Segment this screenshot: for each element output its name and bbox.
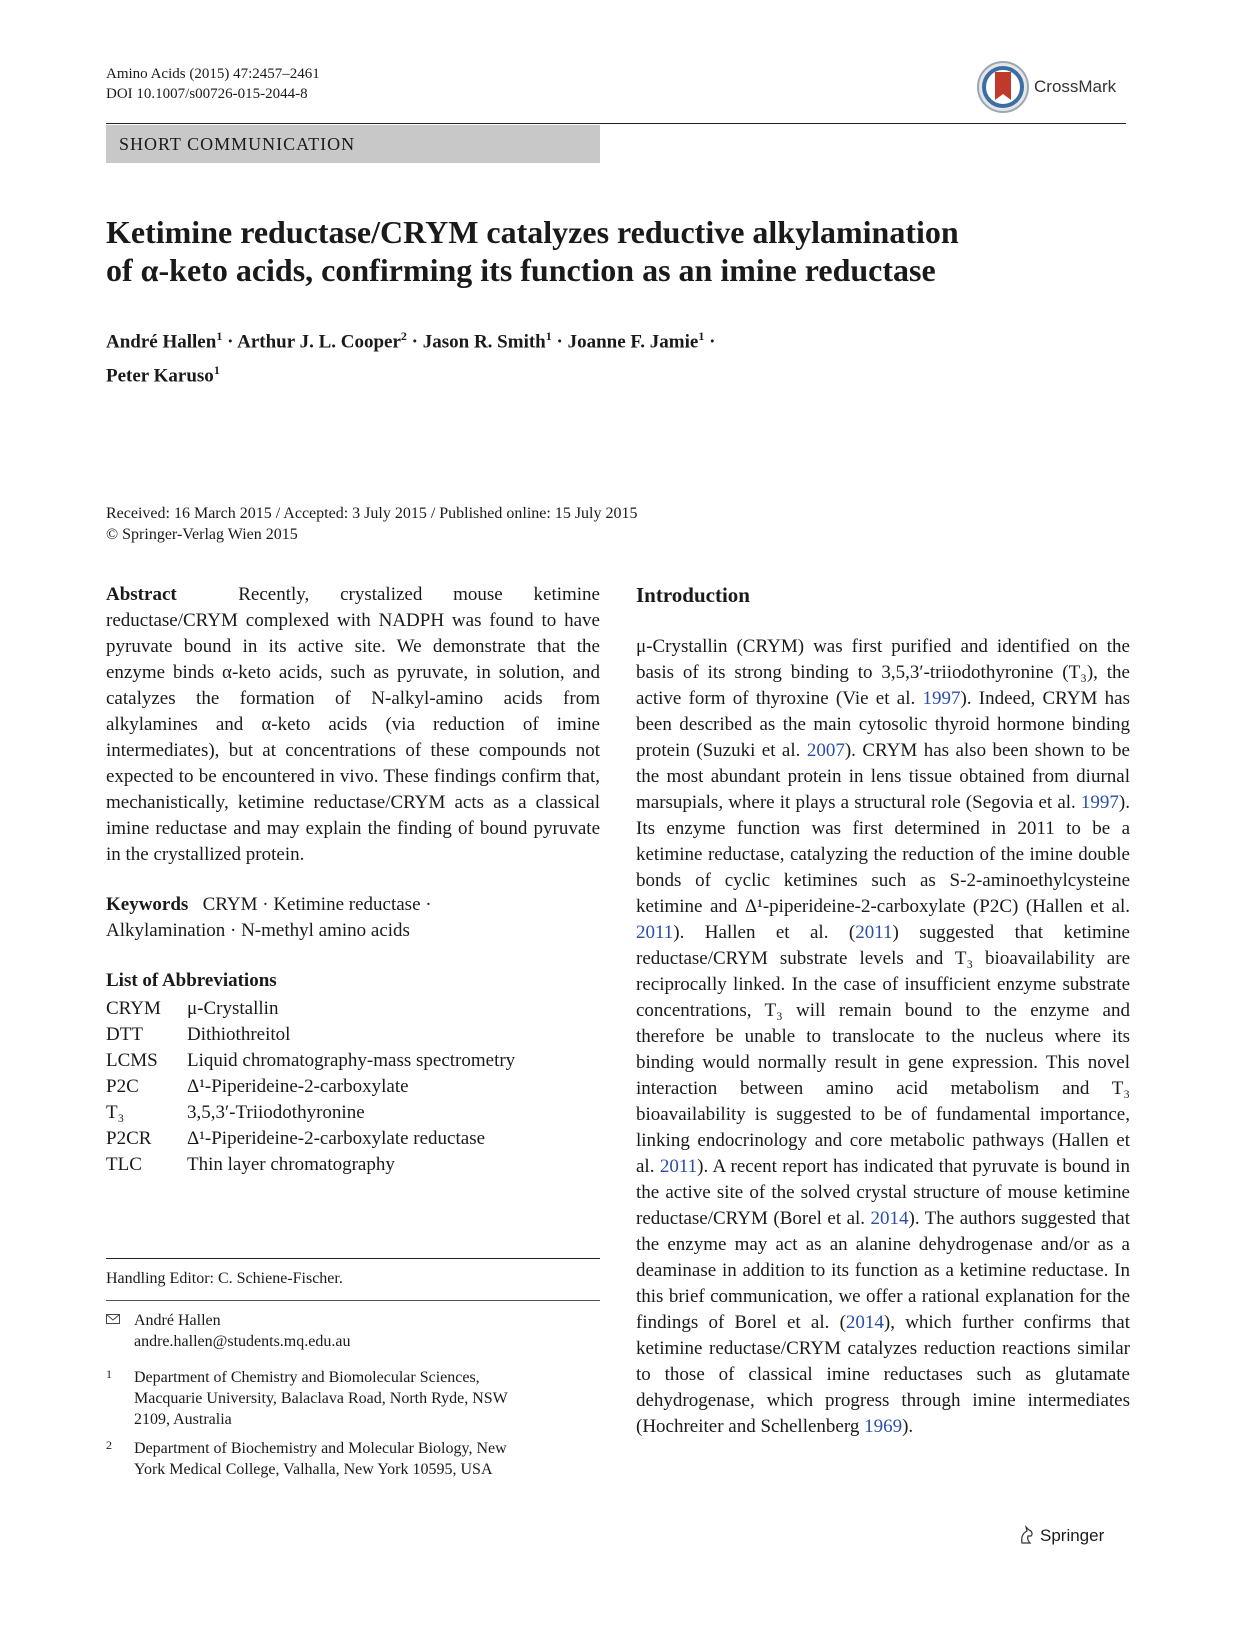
introduction-text: ). The authors suggested that the enzyme may act as an alanine dehydrogenase and/or as a deaminase in addition to its function as a ketimine reductase. In this brief communication, we offer a rational explanation for the findings of Borel et al. ( [636,1208,1130,1333]
abbreviation-definition: Dithiothreitol [187,1024,291,1045]
abbreviation-term: P2C [106,1076,139,1097]
crossmark-icon [976,60,1030,114]
author-affiliation-mark: 2 [400,329,407,343]
author-name[interactable]: Jason R. Smith [422,331,546,353]
abbreviation-term: TLC [106,1154,142,1175]
title-line-2: of α-keto acids, confirming its function as an imine reductase [106,252,936,288]
article-title [106,213,1116,289]
springer-horse-icon [1018,1525,1036,1545]
abbreviation-row [106,1048,515,1074]
introduction-text: ) suggested that ketimine reductase/CRYM substrate levels and T₃ bioavailability are reciprocally linked. In the case of insufficient enzyme substrate concentrations, T₃ will remain bound to the enzyme and therefore be unable to translocate to the nucleus where its binding would normally result in gene expression. This novel interaction between amino acid metabolism and T₃ bioavailability is suggested to be of fundamental importance, linking endocrinology and core metabolic pathways (Hallen et al. [636,922,1130,1177]
author-name[interactable]: André Hallen [106,331,217,353]
abbreviation-definition: Thin layer chromatography [187,1154,395,1175]
publication-dates [106,503,637,545]
citation-link[interactable]: 1969 [864,1416,903,1437]
copyright-line: © Springer-Verlag Wien 2015 [106,526,298,543]
citation-link[interactable]: 2011 [855,922,893,943]
introduction-text: ). Indeed, CRYM has been described as the main cytosolic thyroid hormone binding protein (Suzuki et al. [636,688,1130,761]
citation-link[interactable]: 2011 [659,1156,698,1177]
author-name[interactable]: Joanne F. Jamie [567,331,699,353]
article-type-band [106,125,600,163]
article-type-label: SHORT COMMUNICATION [119,134,356,154]
abbreviation-row [106,1074,515,1100]
affiliation-number: 2 [106,1438,112,1452]
citation-link[interactable]: 1997 [1080,792,1119,813]
abbreviation-term: T₃ [106,1102,125,1123]
affiliation-line: York Medical College, Valhalla, New York 10595, USA [134,1461,493,1478]
introduction-heading: Introduction [636,583,750,607]
abbreviation-definition: Liquid chromatography-mass spectrometry [187,1050,516,1071]
journal-line: Amino Acids (2015) 47:2457–2461 [106,66,320,82]
affiliation-2 [106,1438,507,1480]
abbreviation-definition: Δ¹-Piperideine-2-carboxylate reductase [187,1128,486,1149]
abbreviation-definition: Δ¹-Piperideine-2-carboxylate [187,1076,409,1097]
citation-link[interactable]: 2011 [636,922,674,943]
author-name[interactable]: Arthur J. L. Cooper [237,331,401,353]
affiliation-rule [106,1300,600,1301]
abbreviation-definition: μ-Crystallin [187,998,279,1019]
corresponding-author [106,1310,350,1352]
affiliation-line: Macquarie University, Balaclava Road, North Ryde, NSW [134,1390,508,1407]
abbreviations-heading: List of Abbreviations [106,970,277,991]
abbreviation-definition: 3,5,3′-Triiodothyronine [187,1102,365,1123]
handling-editor: Handling Editor: C. Schiene-Fischer. [106,1270,343,1287]
introduction-text: ). CRYM has also been shown to be the most abundant protein in lens tissue obtained from diurnal marsupials, where it plays a structural role (Segovia et al. [636,740,1130,813]
introduction-text: ). [902,1416,914,1437]
abbreviation-row [106,1152,515,1178]
abbreviation-term: DTT [106,1024,143,1045]
keywords-label: Keywords [106,894,189,915]
footnote-rule [106,1258,600,1259]
publisher-name: Springer [1040,1526,1105,1545]
abbreviation-term: P2CR [106,1128,152,1149]
keywords [106,892,600,944]
journal-citation [106,64,320,104]
abstract-label: Abstract [106,584,177,605]
author-list: André Hallen$^1$ · Arthur J. L. Cooper$^2$ · Jason R. Smith$^1$ · Joanne F. Jamie$^1$ · Peter Karuso$^1$ [106,329,716,387]
introduction-text: ). Hallen et al. ( [673,922,856,943]
abstract-text: Recently, crystalized mouse ketimine reductase/CRYM complexed with NADPH was found to have pyruvate bound in its active site. We demonstrate that the enzyme binds α-keto acids, such as pyruvate, in solution, and catalyzes the formation of N-alkyl-amino acids from alkylamines and α-keto acids (via reduction of imine intermediates), but at concentrations of these compounds not expected to be encountered in vivo. These findings confirm that, mechanistically, ketimine reductase/CRYM acts as a classical imine reductase and may explain the finding of bound pyruvate in the crystallized protein. [106,584,600,865]
introduction-text: μ-Crystallin (CRYM) was first purified and identified on the basis of its strong binding to 3,5,3′-triiodothyronine (T₃), the active form of thyroxine (Vie et al. [636,636,1130,709]
publisher-logo [1040,1526,1104,1546]
keywords-line-2: Alkylamination · N-methyl amino acids [106,920,410,941]
abbreviation-term: LCMS [106,1050,158,1071]
affiliation-line: Department of Chemistry and Biomolecular Sciences, [134,1369,480,1386]
contact-email[interactable]: andre.hallen@students.mq.edu.au [134,1333,351,1350]
abbreviation-term: CRYM [106,998,161,1019]
crossmark-label: CrossMark [1034,77,1117,96]
introduction-text: ), which further confirms that ketimine reductase/CRYM catalyzes reduction reactions similar to those of classical imine reductases such as glutamate dehydrogenase, which progress through imine intermediates (Hochreiter and Schellenberg [636,1312,1131,1437]
title-line-1: Ketimine reductase/CRYM catalyzes reductive alkylamination [106,214,959,250]
citation-link[interactable]: 2014 [845,1312,884,1333]
abstract [106,582,600,868]
abbreviation-row [106,1100,515,1126]
abbreviation-row [106,1022,515,1048]
affiliation-line: Department of Biochemistry and Molecular Biology, New [134,1440,507,1457]
citation-link[interactable]: 2007 [806,740,845,761]
author-affiliation-mark: 1 [545,329,552,343]
doi-line[interactable]: DOI 10.1007/s00726-015-2044-8 [106,86,308,102]
envelope-icon [106,1314,120,1324]
author-affiliation-mark: 1 [213,363,220,378]
crossmark-badge[interactable] [976,60,1128,116]
affiliation-number: 1 [106,1367,112,1381]
contact-name: André Hallen [134,1312,221,1329]
citation-link[interactable]: 2014 [870,1208,909,1229]
introduction-text: ). A recent report has indicated that pyruvate is bound in the active site of the solved crystal structure of mouse ketimine reductase/CRYM (Borel et al. [636,1156,1130,1229]
header-rule [106,123,1126,124]
abbreviations-list [106,996,515,1178]
dates-line: Received: 16 March 2015 / Accepted: 3 July 2015 / Published online: 15 July 2015 [106,505,638,522]
author-affiliation-mark: 1 [698,329,705,343]
author-name[interactable]: Peter Karuso [106,365,214,387]
keywords-line-1: CRYM · Ketimine reductase · [202,894,432,915]
affiliation-line: 2109, Australia [134,1411,232,1428]
abbreviation-row [106,996,515,1022]
citation-link[interactable]: 1997 [922,688,961,709]
introduction-body [636,634,1130,1440]
introduction-text: ). Its enzyme function was first determined in 2011 to be a ketimine reductase, catalyzing the reduction of the imine double bonds of cyclic ketimines such as S-2-aminoethylcysteine ketimine and Δ¹-piperideine-2-carboxylate (P2C) (Hallen et al. [636,792,1130,917]
abbreviation-row [106,1126,515,1152]
author-affiliation-mark: 1 [216,329,223,343]
affiliation-1 [106,1367,508,1430]
